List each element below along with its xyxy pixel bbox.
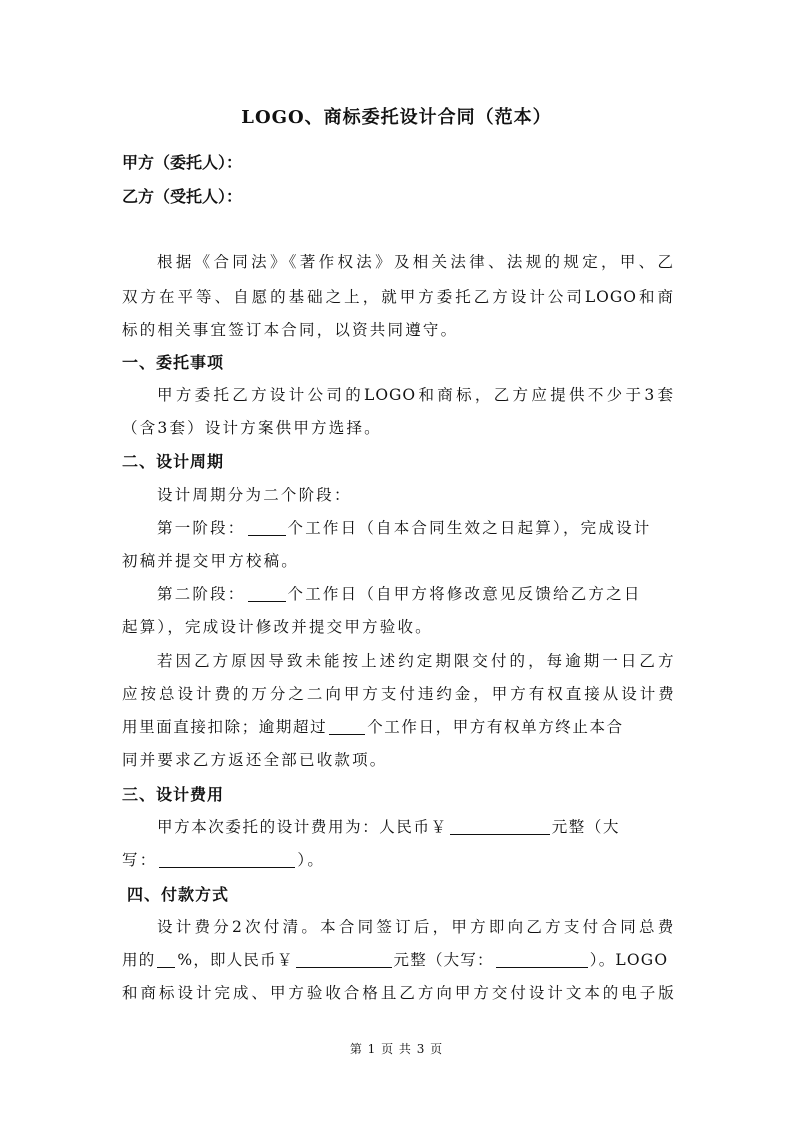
payment-amount-blank[interactable] (296, 952, 392, 968)
section-2-phase-1 (157, 516, 674, 538)
phase-1-text: 个工作日（自本合同生效之日起算），完成设计 (287, 519, 652, 537)
page-number-footer: 第 1 页 共 3 页 (349, 1042, 444, 1056)
party-b-label: 乙方（受托人）： (122, 187, 243, 206)
section-2-phase-1-line-2: 初稿并提交甲方校稿。 (122, 552, 300, 570)
section-2-phase-2-line-2: 起算），完成设计修改并提交甲方验收。 (122, 618, 433, 636)
penalty-text-b: 个工作日，甲方有权单方终止本合 (367, 718, 624, 736)
penalty-text-a: 用里面直接扣除；逾期超过 (122, 718, 328, 736)
section-1-heading: 一、委托事项 (122, 353, 225, 372)
section-2-penalty-line-3 (122, 715, 674, 737)
fee-text-a: 甲方本次委托的设计费用为：人民币￥ (157, 818, 448, 836)
fee-amount-blank[interactable] (450, 819, 550, 835)
phase-2-days-blank[interactable] (248, 586, 286, 602)
fee-text-d: ）。 (297, 851, 326, 869)
section-3-line-1 (157, 815, 674, 837)
section-2-intro: 设计周期分为二个阶段： (157, 486, 352, 504)
overdue-days-blank[interactable] (329, 719, 365, 735)
party-a-label: 甲方（委托人）： (122, 153, 243, 172)
payment-text-a: 用的 (122, 951, 156, 969)
phase-1-label: 第一阶段： (157, 519, 246, 537)
section-4-line-3: 和商标设计完成、甲方验收合格且乙方向甲方交付设计文本的电子版 (122, 984, 674, 1002)
section-2-penalty-line-1: 若因乙方原因导致未能按上述约定期限交付的，每逾期一日乙方 (157, 652, 674, 670)
section-1-line-2: （含3套）设计方案供甲方选择。 (122, 419, 382, 437)
preamble-line-1: 根据《合同法》《著作权法》及相关法律、法规的规定，甲、乙 (157, 253, 674, 271)
section-2-penalty-line-4: 同并要求乙方返还全部已收款项。 (122, 751, 388, 769)
payment-text-c: 元整（大写： (393, 951, 494, 969)
document-title: LOGO、商标委托设计合同（范本） (241, 107, 552, 128)
preamble-line-2: 双方在平等、自愿的基础之上，就甲方委托乙方设计公司LOGO和商 (122, 288, 674, 306)
phase-1-days-blank[interactable] (248, 520, 286, 536)
fee-amount-words-blank[interactable] (159, 852, 295, 868)
section-2-heading: 二、设计周期 (122, 452, 225, 471)
payment-text-b: %，即人民币￥ (177, 951, 294, 969)
payment-text-d: ）。LOGO (589, 951, 669, 969)
payment-amount-words-blank[interactable] (496, 952, 588, 968)
phase-2-text: 个工作日（自甲方将修改意见反馈给乙方之日 (287, 585, 642, 603)
section-4-line-2 (122, 948, 674, 970)
section-4-heading: 四、付款方式 (127, 885, 230, 904)
fee-text-c: 写： (122, 851, 158, 869)
section-4-line-1: 设计费分2次付清。本合同签订后，甲方即向乙方支付合同总费 (157, 918, 674, 936)
section-2-phase-2 (157, 582, 674, 604)
payment-percent-blank[interactable] (157, 952, 175, 968)
section-3-heading: 三、设计费用 (122, 785, 225, 804)
section-1-line-1: 甲方委托乙方设计公司的LOGO和商标，乙方应提供不少于3套 (157, 386, 674, 404)
preamble-line-3: 标的相关事宜签订本合同，以资共同遵守。 (122, 321, 459, 339)
fee-text-b: 元整（大 (551, 818, 621, 836)
phase-2-label: 第二阶段： (157, 585, 246, 603)
section-3-line-2 (122, 848, 674, 870)
section-2-penalty-line-2: 应按总设计费的万分之二向甲方支付违约金，甲方有权直接从设计费 (122, 685, 674, 703)
